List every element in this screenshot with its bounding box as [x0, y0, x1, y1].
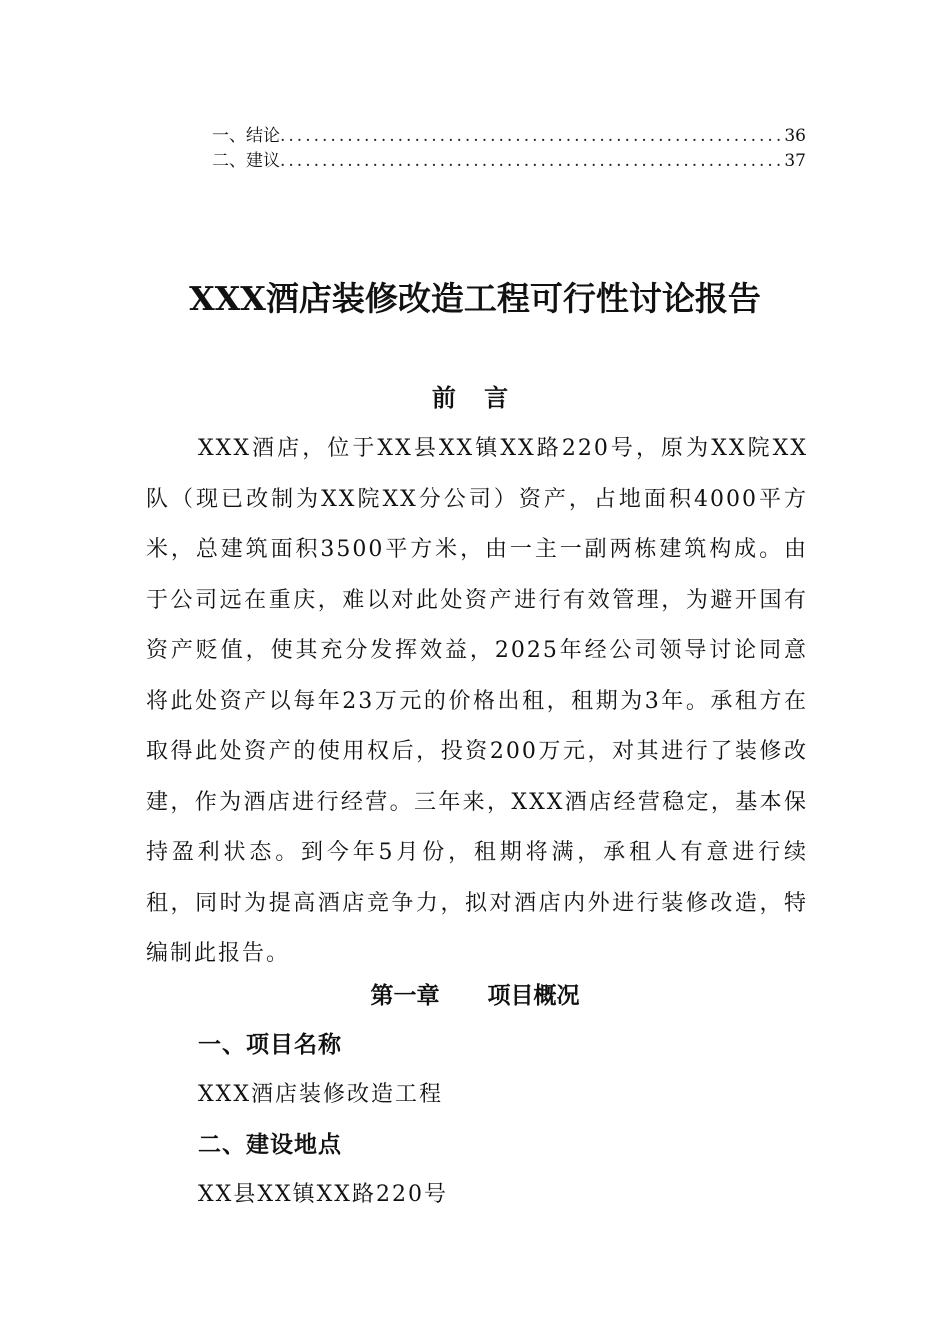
toc-entry-conclusion[interactable]	[212, 124, 806, 149]
preface-heading: 前 言	[431, 383, 519, 412]
section-heading-construction-site: 二、建设地点	[198, 1131, 342, 1158]
section-heading-project-name: 一、项目名称	[198, 1031, 342, 1058]
table-of-contents	[212, 124, 806, 174]
preface-paragraph: XXX酒店，位于XX县XX镇XX路220号，原为XX院XX队（现已改制为XX院XX分公司）资产，占地面积4000平方米，总建筑面积3500平方米，由一主一副两栋建筑构成。由于公司远在重庆，难以对此处资产进行有效管理，为避开国有资产贬值，使其充分发挥效益，2025年经公司领导讨论同意将此处资产以每年23万元的价格出租，租期为3年。承租方在取得此处资产的使用权后，投资200万元，对其进行了装修改建，作为酒店进行经营。三年来，XXX酒店经营稳定，基本保持盈利状态。到今年5月份，租期将满，承租人有意进行续租，同时为提高酒店竞争力，拟对酒店内外进行装修改造，特编制此报告。	[146, 436, 808, 966]
project-name-text: XXX酒店装修改造工程	[198, 1082, 443, 1107]
toc-entry-label: 一、结论	[212, 126, 280, 146]
toc-entry-label: 二、建议	[212, 151, 280, 171]
document-title: XXX酒店装修改造工程可行性讨论报告	[189, 279, 761, 318]
toc-entry-suggestion[interactable]	[212, 149, 806, 174]
toc-leader-dots	[280, 149, 782, 174]
toc-entry-page: 37	[784, 151, 806, 171]
toc-leader-dots	[280, 124, 782, 149]
chapter-heading: 第一章 项目概况	[370, 982, 580, 1009]
toc-entry-page: 36	[784, 126, 806, 146]
construction-site-text: XX县XX镇XX路220号	[198, 1182, 448, 1207]
